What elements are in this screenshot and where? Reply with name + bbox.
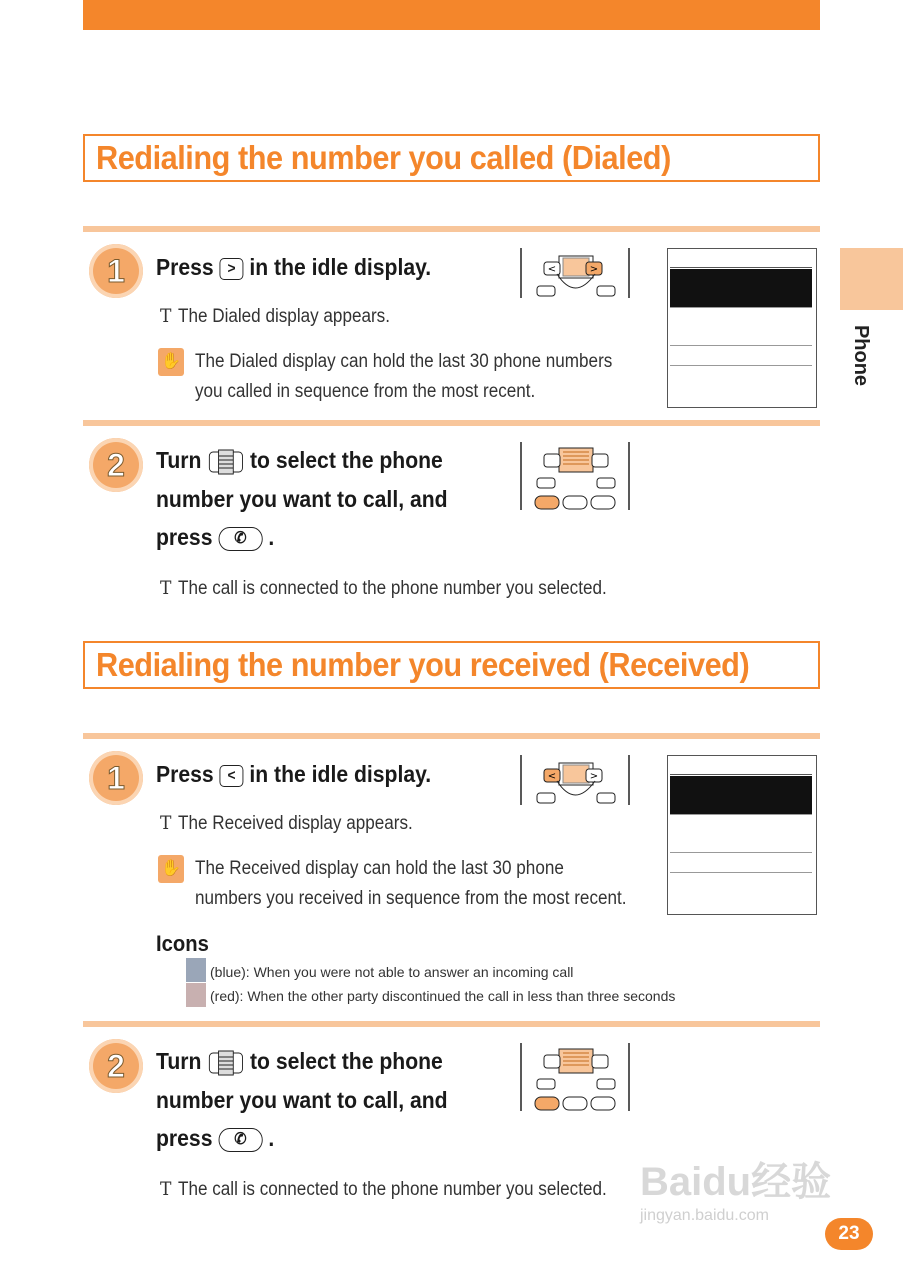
top-bar xyxy=(83,0,820,30)
step-number-1: 1 xyxy=(89,244,143,298)
svg-text:<: < xyxy=(547,771,557,782)
step2-heading-line3: press ✆ . xyxy=(156,1125,275,1151)
divider xyxy=(83,1021,820,1027)
icon-red-desc: (red): When the other party discontinued the call in less than three seconds xyxy=(210,988,676,1004)
step2-bullet: T The call is connected to the phone number you selected. xyxy=(160,1178,607,1200)
step-number-2: 2 xyxy=(89,438,143,492)
svg-text:>: > xyxy=(589,771,599,782)
step1-bullet: T The Received display appears. xyxy=(160,812,413,834)
missed-call-blue-icon xyxy=(186,958,206,982)
call-key-icon: ✆ xyxy=(218,527,262,551)
step1-note-line1: The Dialed display can hold the last 30 phone numbers xyxy=(195,351,613,372)
section-title-text: Redialing the number you called (Dialed) xyxy=(96,139,671,176)
step1-note-line2: you called in sequence from the most recent. xyxy=(195,381,536,402)
divider xyxy=(83,733,820,739)
missed-call-red-icon xyxy=(186,983,206,1007)
phone-keypad-diagram xyxy=(517,1041,633,1113)
divider xyxy=(83,420,820,426)
hand-pointer-icon: ✋ xyxy=(158,855,184,883)
step-number-2: 2 xyxy=(89,1039,143,1093)
section-title-text: Redialing the number you received (Received) xyxy=(96,646,750,683)
icon-blue-desc: (blue): When you were not able to answer an incoming call xyxy=(210,964,574,980)
received-screen xyxy=(667,755,817,915)
section-title-dialed xyxy=(83,134,820,182)
page-number: 23 xyxy=(838,1223,860,1244)
page-number-badge xyxy=(825,1218,873,1250)
step2-heading-line1: Turn to select the phone xyxy=(156,447,443,476)
step2-heading-line2: number you want to call, and xyxy=(156,486,448,512)
step1-note-line1: The Received display can hold the last 30 phone xyxy=(195,858,564,879)
svg-text:>: > xyxy=(589,264,599,275)
left-key-icon: < xyxy=(220,765,244,787)
step1-heading: Press > in the idle display. xyxy=(156,254,432,280)
phone-keypad-diagram xyxy=(517,751,633,809)
step2-heading-line3: press ✆ . xyxy=(156,524,275,550)
section-title-received xyxy=(83,641,820,689)
step1-heading: Press < in the idle display. xyxy=(156,761,432,787)
step2-heading-line2: number you want to call, and xyxy=(156,1087,448,1113)
step2-bullet: T The call is connected to the phone number you selected. xyxy=(160,577,607,599)
right-key-icon: > xyxy=(220,258,244,280)
step-number-1: 1 xyxy=(89,751,143,805)
side-tab-label-box xyxy=(838,320,878,390)
phone-keypad-diagram xyxy=(517,244,633,302)
svg-text:<: < xyxy=(547,264,557,275)
phone-keypad-diagram xyxy=(517,440,633,512)
step2-heading-line1: Turn to select the phone xyxy=(156,1048,443,1077)
dialed-screen xyxy=(667,248,817,408)
jog-wheel-icon xyxy=(207,448,244,476)
step1-note-line2: numbers you received in sequence from the most recent. xyxy=(195,888,627,909)
icons-title: Icons xyxy=(156,931,209,956)
side-tab xyxy=(840,248,903,310)
hand-pointer-icon: ✋ xyxy=(158,348,184,376)
call-key-icon: ✆ xyxy=(218,1128,262,1152)
divider xyxy=(83,226,820,232)
step1-bullet: T The Dialed display appears. xyxy=(160,305,390,327)
jog-wheel-icon xyxy=(207,1049,244,1077)
side-tab-label: Phone xyxy=(850,324,873,387)
watermark: Baidu经验 jingyan.baidu.com xyxy=(640,1160,832,1224)
